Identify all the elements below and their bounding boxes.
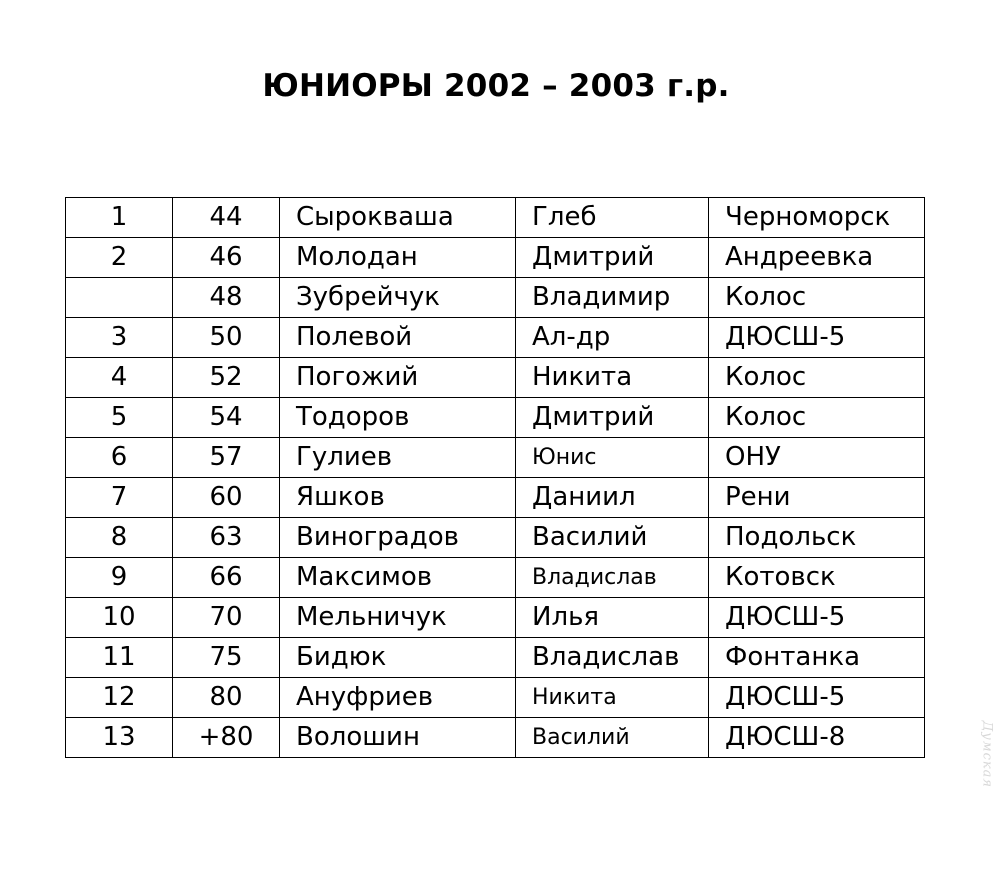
club-cell: Черноморск <box>709 198 925 238</box>
weight-cell: +80 <box>173 718 280 758</box>
weight-cell: 46 <box>173 238 280 278</box>
surname-cell: Тодоров <box>280 398 516 438</box>
name-cell: Василий <box>516 518 709 558</box>
club-cell: ДЮСШ-5 <box>709 678 925 718</box>
surname-cell: Погожий <box>280 358 516 398</box>
place-cell: 1 <box>66 198 173 238</box>
weight-cell: 70 <box>173 598 280 638</box>
name-cell: Владислав <box>516 638 709 678</box>
name-cell: Глеб <box>516 198 709 238</box>
name-cell: Илья <box>516 598 709 638</box>
table-row <box>66 478 925 518</box>
table-row <box>66 638 925 678</box>
name-cell: Юнис <box>516 438 709 478</box>
club-cell: ДЮСШ-8 <box>709 718 925 758</box>
place-cell: 12 <box>66 678 173 718</box>
weight-cell: 48 <box>173 278 280 318</box>
name-cell: Владимир <box>516 278 709 318</box>
table-row <box>66 398 925 438</box>
place-cell: 5 <box>66 398 173 438</box>
results-table <box>65 197 925 758</box>
place-cell: 4 <box>66 358 173 398</box>
name-cell: Никита <box>516 678 709 718</box>
place-cell: 7 <box>66 478 173 518</box>
place-cell: 11 <box>66 638 173 678</box>
surname-cell: Сырокваша <box>280 198 516 238</box>
name-cell: Василий <box>516 718 709 758</box>
surname-cell: Максимов <box>280 558 516 598</box>
surname-cell: Виноградов <box>280 518 516 558</box>
weight-cell: 57 <box>173 438 280 478</box>
place-cell: 2 <box>66 238 173 278</box>
club-cell: Подольск <box>709 518 925 558</box>
club-cell: ОНУ <box>709 438 925 478</box>
club-cell: Рени <box>709 478 925 518</box>
surname-cell: Волошин <box>280 718 516 758</box>
table-row <box>66 598 925 638</box>
club-cell: Колос <box>709 358 925 398</box>
surname-cell: Яшков <box>280 478 516 518</box>
place-cell: 3 <box>66 318 173 358</box>
table-row <box>66 518 925 558</box>
weight-cell: 52 <box>173 358 280 398</box>
club-cell: Котовск <box>709 558 925 598</box>
place-cell: 13 <box>66 718 173 758</box>
table-row <box>66 278 925 318</box>
table-row <box>66 318 925 358</box>
club-cell: Колос <box>709 278 925 318</box>
weight-cell: 66 <box>173 558 280 598</box>
club-cell: ДЮСШ-5 <box>709 318 925 358</box>
surname-cell: Мельничук <box>280 598 516 638</box>
weight-cell: 54 <box>173 398 280 438</box>
club-cell: Андреевка <box>709 238 925 278</box>
table-row <box>66 718 925 758</box>
place-cell: 6 <box>66 438 173 478</box>
name-cell: Никита <box>516 358 709 398</box>
table-row <box>66 558 925 598</box>
table-row <box>66 238 925 278</box>
table-row <box>66 358 925 398</box>
watermark: Думская <box>979 720 994 788</box>
surname-cell: Молодан <box>280 238 516 278</box>
place-cell <box>66 278 173 318</box>
surname-cell: Гулиев <box>280 438 516 478</box>
place-cell: 10 <box>66 598 173 638</box>
name-cell: Даниил <box>516 478 709 518</box>
name-cell: Владислав <box>516 558 709 598</box>
table-row <box>66 438 925 478</box>
surname-cell: Полевой <box>280 318 516 358</box>
surname-cell: Зубрейчук <box>280 278 516 318</box>
name-cell: Дмитрий <box>516 238 709 278</box>
table-row <box>66 198 925 238</box>
table-row <box>66 678 925 718</box>
weight-cell: 75 <box>173 638 280 678</box>
weight-cell: 44 <box>173 198 280 238</box>
place-cell: 9 <box>66 558 173 598</box>
name-cell: Ал-др <box>516 318 709 358</box>
club-cell: Фонтанка <box>709 638 925 678</box>
weight-cell: 80 <box>173 678 280 718</box>
weight-cell: 63 <box>173 518 280 558</box>
club-cell: Колос <box>709 398 925 438</box>
club-cell: ДЮСШ-5 <box>709 598 925 638</box>
surname-cell: Бидюк <box>280 638 516 678</box>
name-cell: Дмитрий <box>516 398 709 438</box>
page-title: ЮНИОРЫ 2002 – 2003 г.р. <box>262 68 730 104</box>
surname-cell: Ануфриев <box>280 678 516 718</box>
weight-cell: 60 <box>173 478 280 518</box>
weight-cell: 50 <box>173 318 280 358</box>
place-cell: 8 <box>66 518 173 558</box>
